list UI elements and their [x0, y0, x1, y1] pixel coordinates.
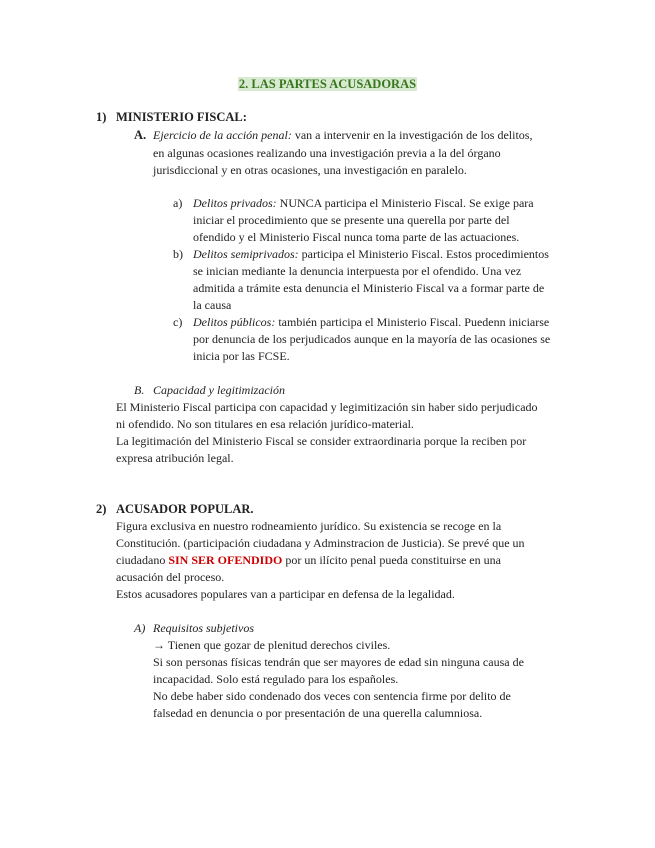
list-item-b-line-3: admitida a trámite esta denuncia el Ministerio Fiscal va a formar parte de — [193, 281, 545, 295]
list-item-a-text: NUNCA participa el Ministerio Fiscal. Se exige para — [276, 196, 534, 210]
subsection-b-para-line-1: El Ministerio Fiscal participa con capacidad y legimitización sin haber sido perjudicado — [116, 400, 538, 414]
section-2-para-line-5: Estos acusadores populares van a participar en defensa de la legalidad. — [116, 587, 455, 601]
subsection-a-marker: A. — [134, 128, 147, 142]
subsection-b-para-line-2: ni ofendido. No son titulares en esa relación jurídico-material. — [116, 417, 414, 431]
subsection-b-marker: B. — [134, 383, 145, 397]
list-item-b-line-1 — [193, 246, 549, 263]
list-item-c-line-1 — [193, 314, 549, 331]
subsection-b-para-line-4: expresa atribución legal. — [116, 451, 234, 465]
requisitos-line-2: Si son personas físicas tendrán que ser mayores de edad sin ninguna causa de — [153, 655, 524, 669]
section-2-para-line-3-post: por un ilícito penal pueda constituirse en una — [282, 553, 501, 567]
list-item-b-line-4: la causa — [193, 298, 232, 312]
subsection-a-term: Ejercicio de la acción penal: — [153, 128, 292, 142]
list-item-c-text: también participa el Ministerio Fiscal. Puedenn iniciarse — [275, 315, 550, 329]
list-item-c-line-2: por denuncia de los perjudicados aunque en la mayoría de las ocasiones se — [193, 332, 551, 346]
requisitos-line-4: No debe haber sido condenado dos veces con sentencia firme por delito de — [153, 689, 511, 703]
section-2-para-line-3-pre: ciudadano — [116, 553, 169, 567]
section-2-number: 2) — [96, 502, 107, 516]
section-2-para-line-1: Figura exclusiva en nuestro rodneamiento jurídico. Su existencia se recoge en la — [116, 519, 502, 533]
subsection-a-text: van a intervenir en la investigación de los delitos, — [291, 128, 533, 142]
list-item-b-term: Delitos semiprivados: — [193, 247, 299, 261]
section-1-heading: MINISTERIO FISCAL: — [116, 110, 247, 124]
subsection-a-line-2: en algunas ocasiones realizando una investigación previa a la del órgano — [153, 146, 501, 160]
section-2-para-line-4: acusación del proceso. — [116, 570, 225, 584]
list-item-c-line-3: inicia por las FCSE. — [193, 349, 290, 363]
sin-ser-ofendido-highlight: SIN SER OFENDIDO — [168, 553, 283, 567]
requisitos-line-1: → Tienen que gozar de plenitud derechos civiles. — [153, 638, 391, 652]
page-title-text: 2. LAS PARTES ACUSADORAS — [238, 77, 417, 91]
list-item-a-marker: a) — [173, 196, 183, 210]
subsection-a-line-1 — [153, 127, 532, 144]
list-item-b-marker: b) — [173, 247, 183, 261]
subsection-a-line-3: jurisdiccional y en otras ocasiones, una investigación en paralelo. — [153, 163, 467, 177]
requisitos-line-5: falsedad en denuncia o por presentación de una querella calumniosa. — [153, 706, 483, 720]
list-item-c-term: Delitos públicos: — [193, 315, 276, 329]
list-item-a-line-2: iniciar el procedimiento que se presente una querella por parte del — [193, 213, 510, 227]
section-2-para-line-2: Constitución. (participación ciudadana y Adminstracion de Justicia). Se prevé que un — [116, 536, 525, 550]
list-item-c-marker: c) — [173, 315, 183, 329]
section-1-number: 1) — [96, 110, 107, 124]
section-2-para-line-3 — [116, 552, 501, 569]
list-item-b-line-2: se inician mediante la denuncia interpuesta por el ofendido. Una vez — [193, 264, 522, 278]
list-item-a-term: Delitos privados: — [193, 196, 277, 210]
requisitos-marker: A) — [134, 621, 146, 635]
page-title — [0, 77, 655, 92]
section-2-heading: ACUSADOR POPULAR. — [116, 502, 254, 516]
list-item-a-line-1 — [193, 195, 534, 212]
list-item-a-line-3: ofendido y el Ministerio Fiscal nunca toma parte de las actuaciones. — [193, 230, 520, 244]
list-item-b-text: participa el Ministerio Fiscal. Estos procedimientos — [298, 247, 549, 261]
requisitos-heading: Requisitos subjetivos — [153, 621, 254, 635]
subsection-b-heading: Capacidad y legitimización — [153, 383, 285, 397]
requisitos-line-3: incapacidad. Solo está regulado para los españoles. — [153, 672, 399, 686]
subsection-b-para-line-3: La legitimación del Ministerio Fiscal se consider extraordinaria porque la reciben por — [116, 434, 527, 448]
